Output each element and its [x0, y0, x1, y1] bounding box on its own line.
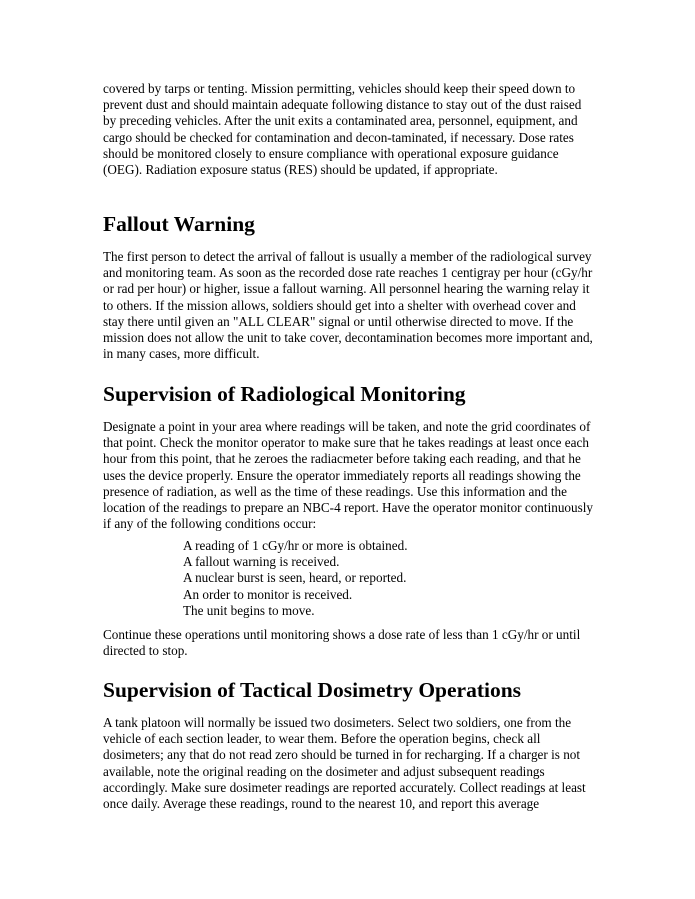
list-item: A nuclear burst is seen, heard, or reported. — [183, 570, 407, 586]
radiological-monitoring-heading: Supervision of Radiological Monitoring — [103, 382, 466, 406]
list-item: An order to monitor is received. — [183, 586, 353, 602]
fallout-warning-paragraph: The first person to detect the arrival of fallout is usually a member of the radiological survey and monitoring team. As soon as the recorded dose rate reaches 1 centigray per hour (cGy/hr or rad per hour) or higher, issue a fallout warning. All personnel hearing the warning relay it to others. If the mission allows, soldiers should get into a shelter with overhead cover and stay there until given an "ALL CLEAR" signal or until otherwise directed to move. If the mission does not allow the unit to take cover, decontamination becomes more important and, in many cases, more difficult. — [103, 249, 593, 362]
radiological-monitoring-closing: Continue these operations until monitoring shows a dose rate of less than 1 cGy/hr or until directed to stop. — [103, 627, 581, 659]
intro-paragraph: covered by tarps or tenting. Mission permitting, vehicles should keep their speed down to prevent dust and should maintain adequate following distance to stay out of the dust raised by preceding vehicles. After the unit exits a contaminated area, personnel, equipment, and cargo should be checked for contamination and decon-taminated, if necessary. Dose rates should be monitored closely to ensure compliance with operational exposure guidance (OEG). Radiation exposure status (RES) should be updated, if appropriate. — [103, 81, 582, 178]
list-item: The unit begins to move. — [183, 602, 315, 618]
radiological-monitoring-paragraph: Designate a point in your area where readings will be taken, and note the grid coordinates of that point. Check the monitor operator to make sure that he takes readings at least once each hour from this point, that he zeroes the radiacmeter before taking each reading, and that he uses the device properly. Ensure the operator immediately reports all readings showing the presence of radiation, as well as the time of these readings. Use this information and the location of the readings to prepare an NBC-4 report. Have the operator monitor continuously if any of the following conditions occur: — [103, 419, 593, 532]
monitoring-conditions-list — [183, 538, 408, 619]
fallout-warning-heading: Fallout Warning — [103, 212, 255, 236]
list-item: A reading of 1 cGy/hr or more is obtained. — [183, 538, 408, 553]
list-item: A fallout warning is received. — [183, 554, 340, 570]
tactical-dosimetry-heading: Supervision of Tactical Dosimetry Operations — [103, 678, 522, 702]
tactical-dosimetry-paragraph: A tank platoon will normally be issued two dosimeters. Select two soldiers, one from the vehicle of each section leader, to wear them. Before the operation begins, check all dosimeters; any that do not read zero should be turned in for recharging. If a charger is not available, note the original reading on the dosimeter and adjust subsequent readings accordingly. Make sure dosimeter readings are reported accurately. Collect readings at least once daily. Average these readings, round to the nearest 10, and report this average — [103, 715, 586, 812]
